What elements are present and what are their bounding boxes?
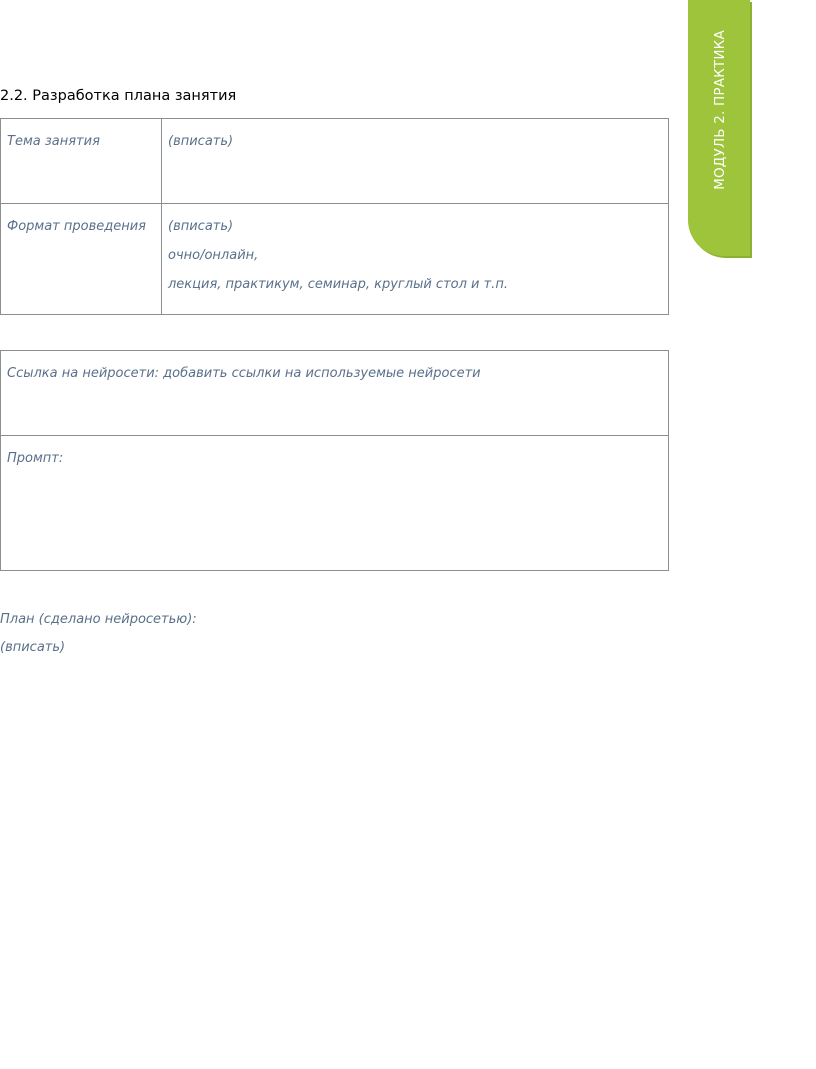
format-label: Формат проведения bbox=[7, 219, 146, 234]
topic-label-cell bbox=[1, 119, 162, 204]
table-row-format bbox=[1, 204, 669, 315]
topic-label: Тема занятия bbox=[7, 134, 100, 149]
table-row-links bbox=[1, 351, 669, 436]
ai-tools-table bbox=[0, 350, 669, 571]
prompt-label: Промпт: bbox=[7, 451, 64, 466]
lesson-info-table bbox=[0, 118, 669, 315]
format-hint-types: лекция, практикум, семинар, круглый стол и т.п. bbox=[168, 277, 508, 292]
format-value-cell[interactable] bbox=[162, 204, 669, 315]
format-hint-mode: очно/онлайн, bbox=[168, 248, 259, 263]
plan-title: План (сделано нейросетью): bbox=[0, 612, 197, 627]
plan-value[interactable]: (вписать) bbox=[0, 640, 66, 655]
topic-value: (вписать) bbox=[168, 134, 234, 149]
module-side-tab-label-wrap bbox=[700, 22, 740, 197]
ai-links-cell[interactable] bbox=[1, 351, 669, 436]
ai-links-text: Ссылка на нейросети: добавить ссылки на используемые нейросети bbox=[7, 366, 481, 381]
table-row-topic bbox=[1, 119, 669, 204]
section-title: 2.2. Разработка плана занятия bbox=[0, 88, 237, 104]
module-side-tab-label: МОДУЛЬ 2. ПРАКТИКА bbox=[712, 29, 728, 190]
prompt-cell[interactable] bbox=[1, 436, 669, 571]
format-label-cell bbox=[1, 204, 162, 315]
table-row-prompt bbox=[1, 436, 669, 571]
topic-value-cell[interactable] bbox=[162, 119, 669, 204]
format-value: (вписать) bbox=[168, 219, 234, 234]
